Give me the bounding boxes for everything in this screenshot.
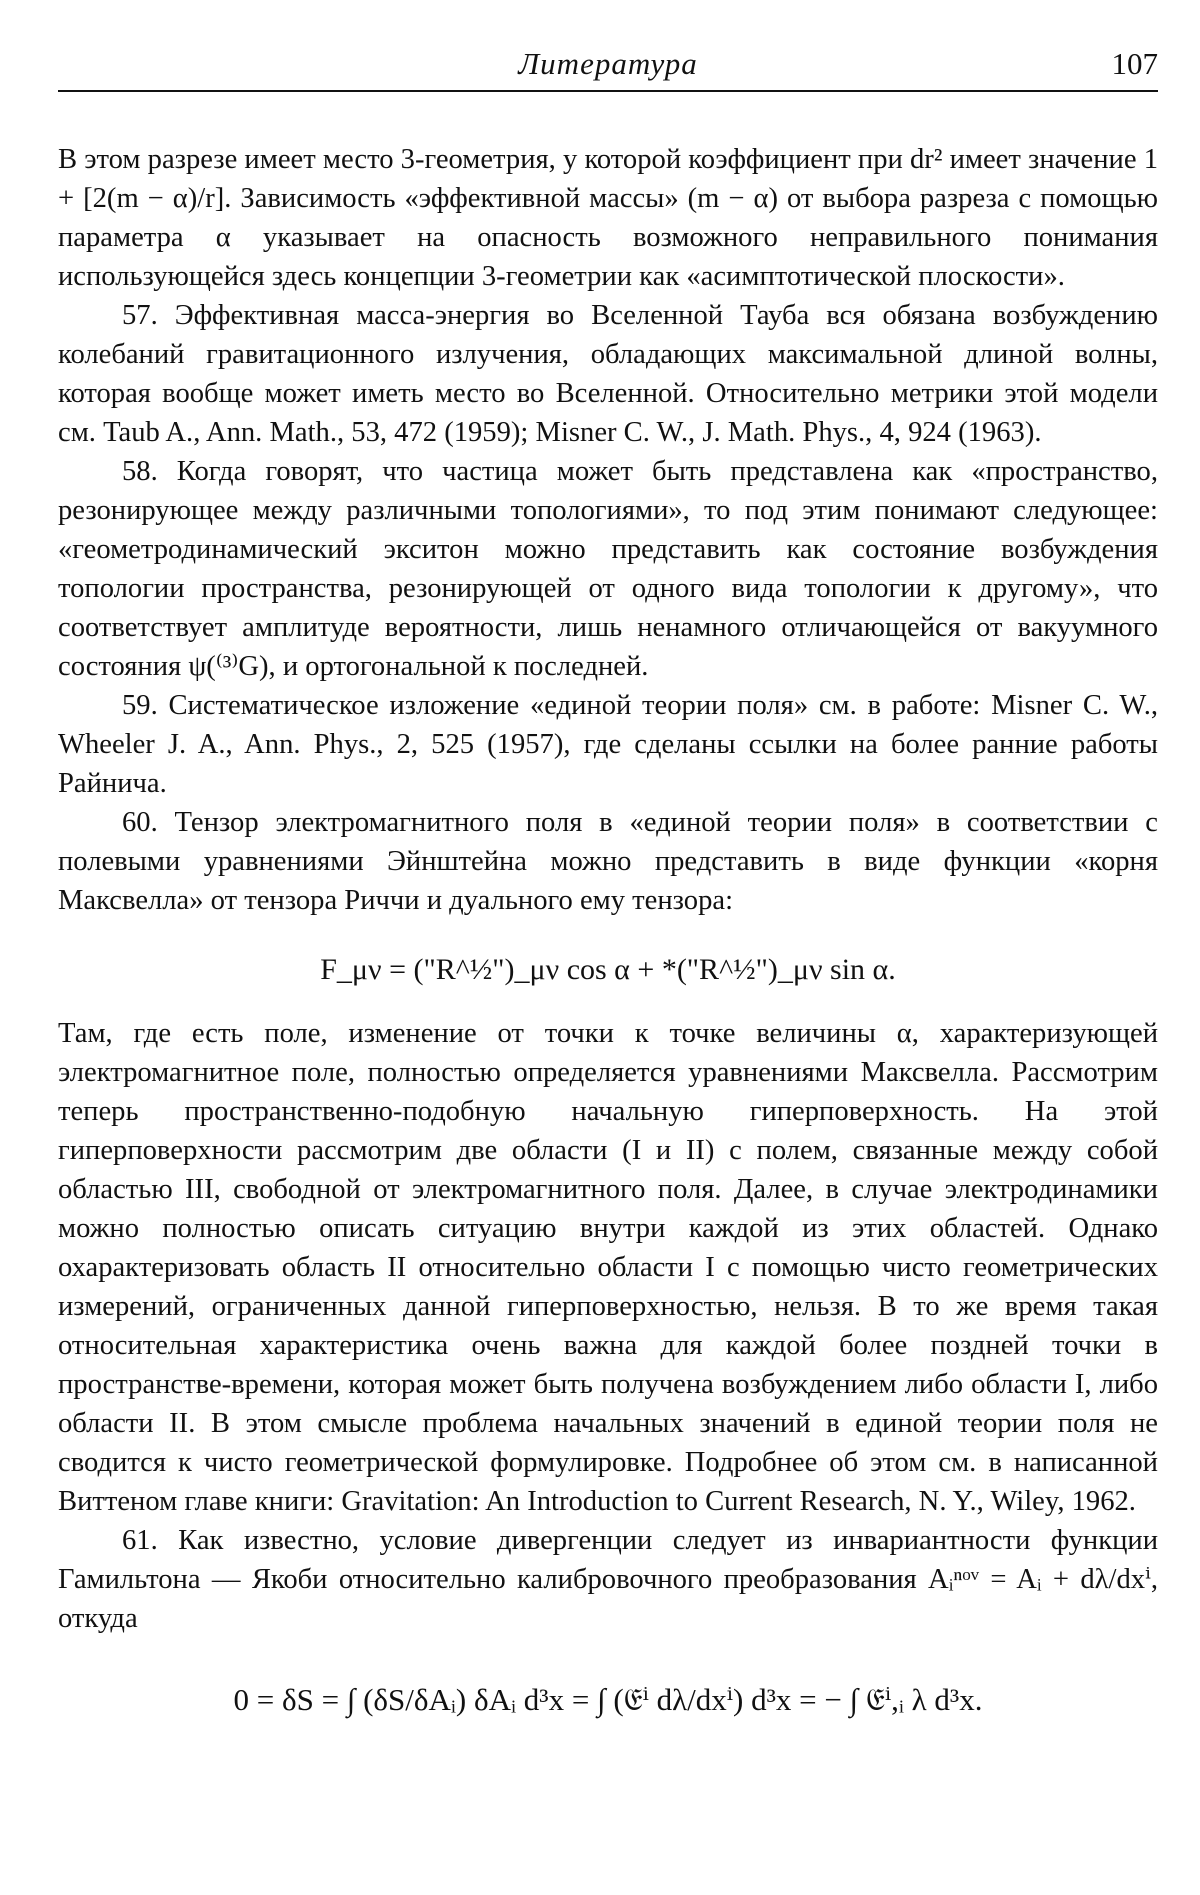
note-59: 59. Систематическое изложение «единой теории поля» см. в работе: Misner C. W., Wheeler J. A., Ann. Phys., 2, 525 (1957), где сделаны ссылки на более ранние работы Райнича. [58, 690, 1158, 799]
note-60: 60. Тензор электромагнитного поля в «единой теории поля» в соответствии с полевыми уравнениями Эйнштейна можно представить в виде функции «корня Максвелла» от тензора Риччи и дуального ему тензора: [58, 807, 1158, 916]
header-rule [58, 90, 1158, 92]
note-60-continuation: Там, где есть поле, изменение от точки к точке величины α, характеризующей электромагнитное поле, полностью определяется уравнениями Максвелла. Рассмотрим теперь пространственно-подобную начальную гиперповерхность. На этой гиперповерхности рассмотрим две области (I и II) с полем, связанные между собой областью III, свободной от электромагнитного поля. Далее, в случае электродинамики можно полностью описать ситуацию внутри каждой из этих областей. Однако охарактеризовать область II относительно области I с помощью чисто геометрических измерений, ограниченных данной гиперповерхностью, нельзя. В то же время такая относительная характеристика очень важна для каждой более поздней точки в пространстве-времени, которая может быть получена возбуждением либо области I, либо области II. В этом смысле проблема начальных значений в единой теории поля не сводится к чисто геометрической формулировке. Подробнее об этом см. в написанной Виттеном главе книги: Gravitation: An Introduction to Current Research, N. Y., Wiley, 1962. [58, 1018, 1158, 1517]
note-57: 57. Эффективная масса-энергия во Вселенной Тауба вся обязана возбуждению колебаний гравитационного излучения, обладающих максимальной длиной волны, которая вообще может иметь место во Вселенной. Относительно метрики этой модели см. Taub A., Ann. Math., 53, 472 (1959); Misner C. W., J. Math. Phys., 4, 924 (1963). [58, 300, 1158, 448]
running-title: Литература [518, 46, 698, 81]
paragraph-continuation: В этом разрезе имеет место 3-геометрия, у которой коэффициент при dr² имеет значение 1 + [2(m − α)/r]. Зависимость «эффективной массы» (m − α) от выбора разреза с помощью параметра α указывает на опасность возможного неправильного понимания использующейся здесь концепции 3-геометрии как «асимптотической плоскости». [58, 144, 1158, 292]
page-number: 107 [1111, 46, 1158, 81]
note-58: 58. Когда говорят, что частица может быть представлена как «пространство, резонирующее между различными топологиями», то под этим понимают следующее: «геометродинамический экситон можно представить как состояние возбуждения топологии пространства, резонирующей от одного вида топологии к другому», что соответствует амплитуде вероятности, лишь ненамного отличающейся от вакуумного состояния ψ(⁽³⁾G), и ортогональной к последней. [58, 456, 1158, 682]
formula-maxwell-root: F_μν = ("R^½")_μν cos α + *("R^½")_μν sin α. [320, 953, 896, 986]
formula-gauge-invariance: 0 = δS = ∫ (δS/δAᵢ) δAᵢ d³x = ∫ (𝔈ⁱ dλ/dxⁱ) d³x = − ∫ 𝔈ⁱ,ᵢ λ d³x. [233, 1682, 983, 1717]
running-header [58, 42, 1158, 90]
note-61: 61. Как известно, условие дивергенции следует из инвариантности функции Гамильтона — Якоби относительно калибровочного преобразования Aᵢⁿᵒᵛ = Aᵢ + dλ/dxⁱ, откуда [58, 1525, 1158, 1634]
body-text [58, 140, 1158, 1744]
